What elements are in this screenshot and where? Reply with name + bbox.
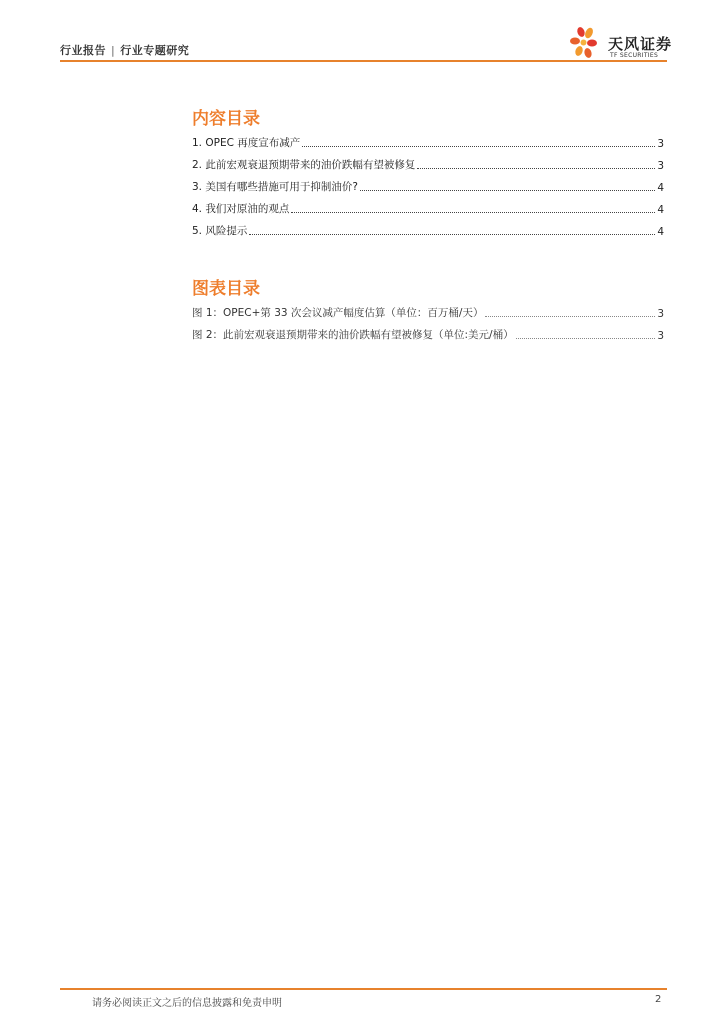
figure-item-text: 图 2：此前宏观衰退预期带来的油价跌幅有望被修复（单位:美元/桶） xyxy=(192,329,514,341)
toc-item-text: 3. 美国有哪些措施可用于抑制油价? xyxy=(192,181,358,193)
figure-item[interactable] xyxy=(192,298,664,320)
toc-item[interactable] xyxy=(192,150,664,172)
toc-item[interactable] xyxy=(192,194,664,216)
footer-disclaimer: 请务必阅读正文之后的信息披露和免责申明 xyxy=(92,998,282,1009)
header-rule xyxy=(60,60,667,62)
toc-item[interactable] xyxy=(192,216,664,238)
report-type-header xyxy=(60,42,189,58)
figures-list xyxy=(192,298,664,342)
leader-dots xyxy=(516,337,656,339)
figure-item-page: 3 xyxy=(657,330,664,342)
brand-subtitle: TF SECURITIES xyxy=(610,52,659,59)
toc-item-page: 3 xyxy=(657,138,664,150)
toc-item-text: 1. OPEC 再度宣布减产 xyxy=(192,137,301,149)
figure-item[interactable] xyxy=(192,320,664,342)
header-separator: | xyxy=(111,44,116,57)
report-subcategory: 行业专题研究 xyxy=(120,44,190,57)
toc-item[interactable] xyxy=(192,172,664,194)
toc-item-page: 3 xyxy=(657,160,664,172)
leader-dots xyxy=(249,233,655,235)
toc-item-page: 4 xyxy=(657,182,664,194)
toc-item-page: 4 xyxy=(657,226,664,238)
figure-item-page: 3 xyxy=(657,308,664,320)
leader-dots xyxy=(291,211,655,213)
leader-dots xyxy=(485,315,655,317)
toc-item[interactable] xyxy=(192,128,664,150)
toc-item-text: 2. 此前宏观衰退预期带来的油价跌幅有望被修复 xyxy=(192,159,416,171)
toc-item-text: 5. 风险提示 xyxy=(192,225,248,237)
toc-title: 内容目录 xyxy=(192,109,260,129)
toc-item-text: 4. 我们对原油的观点 xyxy=(192,203,290,215)
figures-title: 图表目录 xyxy=(192,279,260,299)
report-category: 行业报告 xyxy=(60,44,106,57)
toc-item-page: 4 xyxy=(657,204,664,216)
figure-item-text: 图 1：OPEC+第 33 次会议减产幅度估算（单位：百万桶/天） xyxy=(192,307,484,319)
toc-list xyxy=(192,128,664,238)
leader-dots xyxy=(302,145,655,147)
leader-dots xyxy=(360,189,655,191)
footer-rule xyxy=(60,988,667,990)
brand-name: 天风证券 xyxy=(608,35,673,53)
leader-dots xyxy=(417,167,655,169)
page-number: 2 xyxy=(655,994,662,1005)
